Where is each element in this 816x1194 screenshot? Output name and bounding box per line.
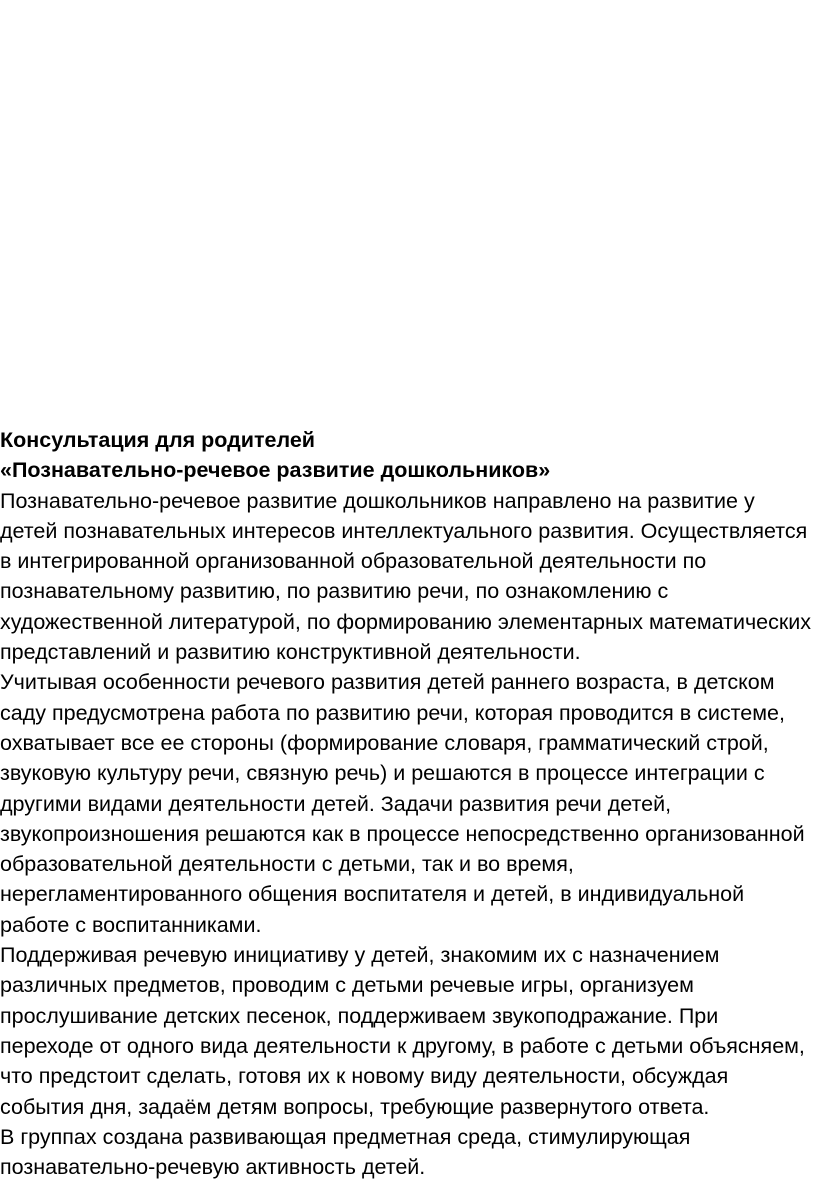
paragraph-speech-development: Учитывая особенности речевого развития детей раннего возраста, в детском саду предусмотрена работа по развитию речи, которая проводится в системе, охватывает все ее стороны (формирование словаря, грамматический строй, звуковую культуру речи, связную речь) и решаются в процессе интеграции с другими видами деятельности детей. Задачи развития речи детей, звукопроизношения решаются как в процессе непосредственно организованной образовательной деятельности с детьми, так и во время, нерегламентированного общения воспитателя и детей, в индивидуальной работе с воспитанниками.	[0, 670, 805, 937]
document-title-line-2: «Познавательно-речевое развитие дошкольников»	[0, 458, 551, 483]
document-page	[0, 425, 814, 1182]
paragraph-intro: Познавательно-речевое развитие дошкольников направлено на развитие у детей познавательных интересов интеллектуального развития. Осуществляется в интегрированной организованной образовательной деятельности по познавательному развитию, по развитию речи, по ознакомлению с художественной литературой, по формированию элементарных математических представлений и развитию конструктивной деятельности.	[0, 488, 812, 665]
paragraph-environment: В группах создана развивающая предметная среда, стимулирующая познавательно-речевую активность детей.	[0, 1124, 691, 1180]
document-title-line-1: Консультация для родителей	[0, 428, 316, 452]
paragraph-speech-initiative: Поддерживая речевую инициативу у детей, знакомим их с назначением различных предметов, проводим с детьми речевые игры, организуем прослушивание детских песенок, поддерживаем звукоподражание. При переходе от одного вида деятельности к другому, в работе с детьми объясняем, что предстоит сделать, готовя их к новому виду деятельности, обсуждая события дня, задаём детям вопросы, требующие развернутого ответа.	[0, 943, 805, 1119]
